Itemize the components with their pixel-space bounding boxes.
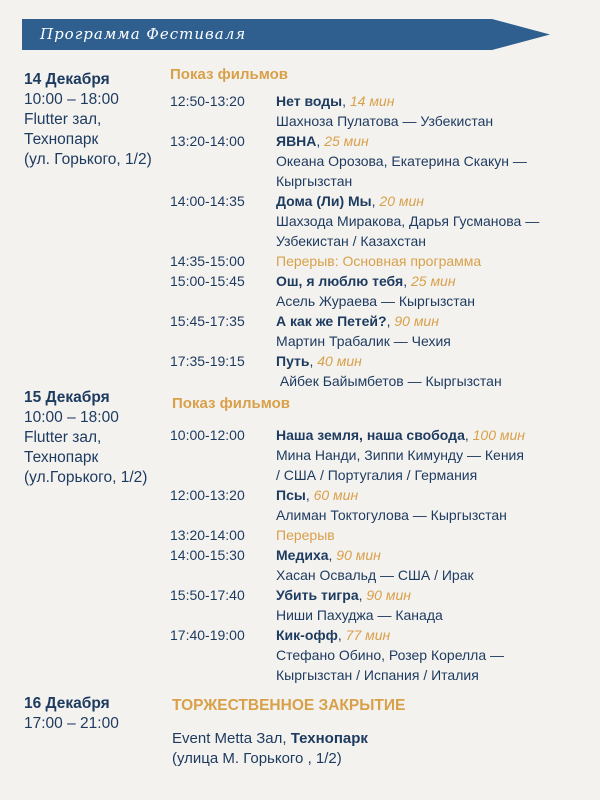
- title-separator: ,: [305, 487, 314, 503]
- film-credit: Асель Жураева — Кыргызстан: [276, 293, 476, 309]
- row-time: 15:45-17:35: [170, 313, 245, 329]
- film-duration: 25 мин: [324, 133, 369, 149]
- film-title: Убить тигра: [276, 587, 359, 603]
- film-credit: Хасан Освальд — США / Ирак: [276, 567, 474, 583]
- film-duration: 20 мин: [379, 193, 424, 209]
- film-credit: Алиман Токтогулова — Кыргызстан: [276, 507, 507, 523]
- day-time: 10:00 – 18:00: [24, 91, 119, 108]
- film-title: Наша земля, наша свобода: [276, 427, 465, 443]
- day-venue-line: Технопарк: [24, 449, 99, 466]
- film-title: Медиха: [276, 547, 329, 563]
- title-separator: ,: [358, 587, 367, 603]
- banner-title: Программа Фестиваля: [40, 25, 247, 43]
- day-venue-line: Flutter зал,: [24, 111, 102, 128]
- title-separator: ,: [386, 313, 395, 329]
- day-venue-line: Flutter зал,: [24, 429, 102, 446]
- film-title: Кик-офф: [276, 627, 338, 643]
- title-separator: ,: [464, 427, 473, 443]
- film-title: Нет воды: [276, 93, 343, 109]
- day-block-2: [24, 388, 147, 488]
- film-credit: Шахноза Пулатова — Узбекистан: [276, 113, 494, 129]
- film-credit: Мина Нанди, Зиппи Кимунду — Кения: [276, 447, 524, 463]
- day-title: 15 Декабря: [24, 389, 110, 406]
- film-title: Дома (Ли) Мы: [276, 193, 372, 209]
- film-title: Путь: [276, 353, 310, 369]
- row-time: 15:00-15:45: [170, 273, 245, 289]
- film-credit: Айбек Байымбетов — Кыргызстан: [276, 373, 502, 389]
- title-separator: ,: [342, 93, 350, 109]
- break-label: Перерыв: [276, 527, 335, 543]
- film-credit: Стефано Обино, Розер Корелла —: [276, 647, 505, 663]
- film-duration: 90 мин: [366, 587, 411, 603]
- film-duration: 14 мин: [349, 93, 395, 109]
- row-time: 14:00-15:30: [170, 547, 245, 563]
- row-time: 12:50-13:20: [170, 93, 245, 109]
- film-duration: 77 мин: [345, 627, 391, 643]
- row-time: 10:00-12:00: [170, 427, 245, 443]
- film-duration: 90 мин: [336, 547, 381, 563]
- closing-venue-bold: Технопарк: [290, 730, 368, 747]
- title-separator: ,: [328, 547, 337, 563]
- day-venue-line: Технопарк: [24, 131, 99, 148]
- row-time: 15:50-17:40: [170, 587, 245, 603]
- title-separator: ,: [337, 627, 346, 643]
- title-separator: ,: [309, 353, 318, 369]
- section-heading-2: Показ фильмов: [172, 395, 290, 412]
- film-credit: Ниши Пахуджа — Канада: [276, 607, 443, 623]
- film-credit: Мартин Трабалик — Чехия: [276, 333, 451, 349]
- row-time: 17:40-19:00: [170, 627, 245, 643]
- row-time: 14:35-15:00: [170, 253, 245, 269]
- closing-venue-prefix: Event Metta Зал,: [172, 730, 291, 747]
- film-title: Псы: [276, 487, 306, 503]
- day-title: 14 Декабря: [24, 71, 110, 88]
- row-time: 17:35-19:15: [170, 353, 245, 369]
- day-title: 16 Декабря: [24, 695, 110, 712]
- program-banner: [22, 19, 550, 50]
- film-duration: 25 мин: [410, 273, 456, 289]
- title-separator: ,: [316, 133, 325, 149]
- film-duration: 100 мин: [472, 427, 525, 443]
- film-credit: Океана Орозова, Екатерина Скакун —: [276, 153, 527, 169]
- day-venue-line: (ул. Горького, 1/2): [24, 151, 152, 168]
- closing-heading: ТОРЖЕСТВЕННОЕ ЗАКРЫТИЕ: [172, 697, 406, 714]
- film-duration: 60 мин: [313, 487, 359, 503]
- film-credit: Шахзода Миракова, Дарья Гусманова —: [276, 213, 540, 229]
- film-credit: / США / Португалия / Германия: [276, 467, 478, 483]
- section-heading-1: Показ фильмов: [170, 66, 288, 83]
- row-time: 13:20-14:00: [170, 527, 245, 543]
- day-block-3: [24, 694, 119, 734]
- break-label: Перерыв: Основная программа: [276, 253, 482, 269]
- film-title: ЯВНА: [276, 133, 317, 149]
- row-time: 14:00-14:35: [170, 193, 245, 209]
- day-block-1: [24, 70, 152, 170]
- closing-address: (улица М. Горького , 1/2): [172, 750, 342, 767]
- row-time: 13:20-14:00: [170, 133, 245, 149]
- title-separator: ,: [371, 193, 380, 209]
- film-title: Ош, я люблю тебя: [276, 273, 404, 289]
- day-venue-line: (ул.Горького, 1/2): [24, 469, 148, 486]
- title-separator: ,: [403, 273, 411, 289]
- film-credit: Кыргызстан: [276, 173, 353, 189]
- row-time: 12:00-13:20: [170, 487, 245, 503]
- film-credit: Кыргызстан / Испания / Италия: [276, 667, 479, 683]
- film-credit: Узбекистан / Казахстан: [276, 233, 427, 249]
- film-title: А как же Петей?: [276, 313, 387, 329]
- day-time: 17:00 – 21:00: [24, 715, 119, 732]
- film-duration: 90 мин: [394, 313, 439, 329]
- closing-venue: [172, 729, 368, 769]
- film-duration: 40 мин: [317, 353, 362, 369]
- day-time: 10:00 – 18:00: [24, 409, 119, 426]
